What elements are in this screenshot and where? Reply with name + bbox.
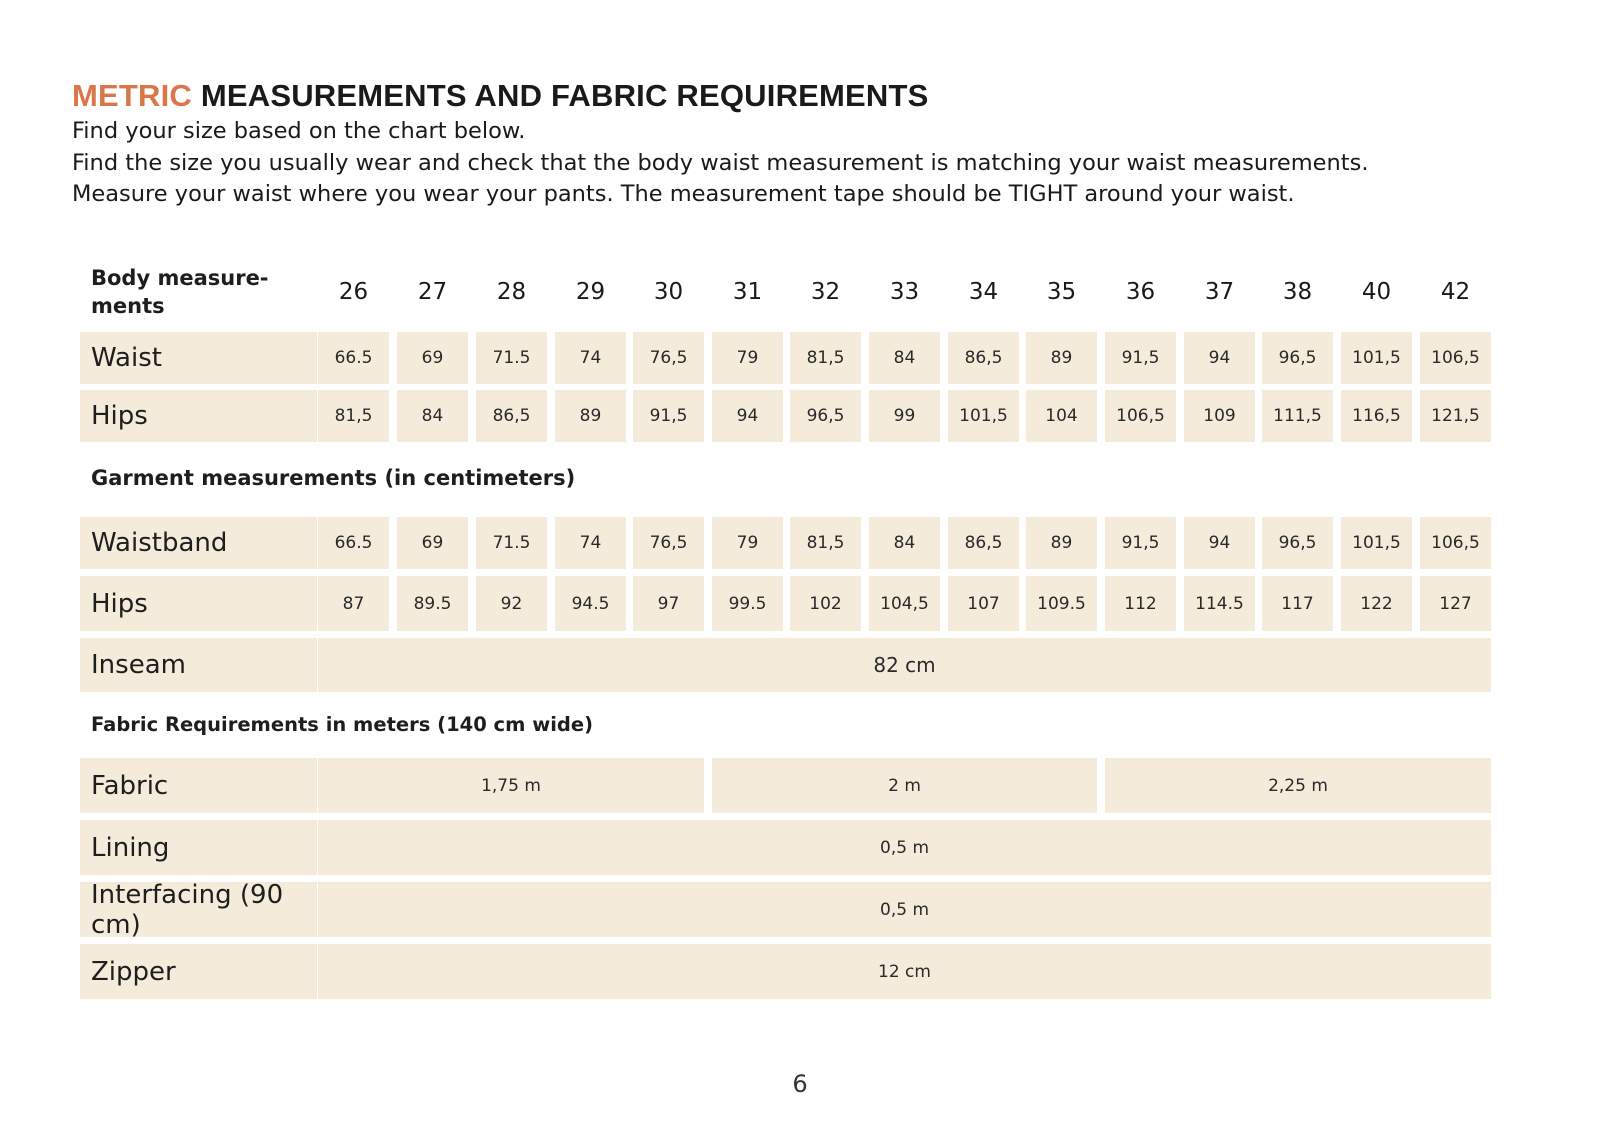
value-cell: 94 xyxy=(1184,332,1255,384)
garment-row-inseam xyxy=(80,638,1491,692)
row-label: Zipper xyxy=(80,944,317,999)
span-cell: 12 cm xyxy=(318,944,1491,999)
value-cell: 94.5 xyxy=(555,576,626,631)
intro-line-2: Find the size you usually wear and check that the body waist measurement is matching your waist measurements. xyxy=(72,149,1369,176)
size-34: 34 xyxy=(968,279,999,305)
size-31: 31 xyxy=(732,279,763,305)
value-cell: 122 xyxy=(1341,576,1412,631)
value-cell: 101,5 xyxy=(1341,332,1412,384)
value-cell: 89.5 xyxy=(397,576,468,631)
span-cell: 0,5 m xyxy=(318,820,1491,875)
group-cell: 2,25 m xyxy=(1105,758,1491,813)
value-cell: 69 xyxy=(397,517,468,569)
value-cell: 71.5 xyxy=(476,517,547,569)
value-cell: 89 xyxy=(1026,517,1097,569)
page-title xyxy=(72,78,929,114)
body-header-line-1: Body measure- xyxy=(91,266,269,290)
row-label: Waist xyxy=(80,332,317,384)
value-cell: 96,5 xyxy=(790,390,861,442)
row-label: Interfacing (90 cm) xyxy=(80,882,317,937)
size-list xyxy=(0,258,1600,326)
value-cell: 89 xyxy=(1026,332,1097,384)
size-27: 27 xyxy=(417,279,448,305)
row-label: Inseam xyxy=(80,638,317,692)
value-cell: 109.5 xyxy=(1026,576,1097,631)
body-row-waist xyxy=(80,332,1491,384)
size-30: 30 xyxy=(653,279,684,305)
value-cell: 116,5 xyxy=(1341,390,1412,442)
size-26: 26 xyxy=(338,279,369,305)
size-36: 36 xyxy=(1125,279,1156,305)
row-label: Hips xyxy=(80,576,317,631)
size-header-row xyxy=(0,258,1600,326)
size-40: 40 xyxy=(1361,279,1392,305)
value-cell: 81,5 xyxy=(318,390,389,442)
intro-line-3: Measure your waist where you wear your pants. The measurement tape should be TIGHT around your waist. xyxy=(72,181,1295,207)
size-38: 38 xyxy=(1282,279,1313,305)
value-cell: 111,5 xyxy=(1262,390,1333,442)
intro-line-1: Find your size based on the chart below. xyxy=(72,118,526,144)
title-accent: METRIC xyxy=(72,78,193,113)
value-cell: 94 xyxy=(712,390,783,442)
value-cell: 97 xyxy=(633,576,704,631)
intro-text xyxy=(72,116,1369,211)
row-label: Lining xyxy=(80,820,317,875)
row-label: Hips xyxy=(80,390,317,442)
value-cell: 86,5 xyxy=(948,517,1019,569)
value-cell: 79 xyxy=(712,332,783,384)
value-cell: 121,5 xyxy=(1420,390,1491,442)
value-cell: 66.5 xyxy=(318,332,389,384)
value-cell: 87 xyxy=(318,576,389,631)
fabric-row-fabric xyxy=(80,758,1491,813)
value-cell: 94 xyxy=(1184,517,1255,569)
group-cell: 2 m xyxy=(712,758,1097,813)
value-cell: 84 xyxy=(397,390,468,442)
value-cell: 69 xyxy=(397,332,468,384)
value-cell: 76,5 xyxy=(633,332,704,384)
value-cell: 101,5 xyxy=(948,390,1019,442)
fabric-row-lining xyxy=(80,820,1491,875)
value-cell: 112 xyxy=(1105,576,1176,631)
value-cell: 109 xyxy=(1184,390,1255,442)
value-cell: 91,5 xyxy=(633,390,704,442)
value-cell: 114.5 xyxy=(1184,576,1255,631)
fabric-row-zipper xyxy=(80,944,1491,999)
size-28: 28 xyxy=(496,279,527,305)
value-cell: 89 xyxy=(555,390,626,442)
value-cell: 86,5 xyxy=(948,332,1019,384)
value-cell: 66.5 xyxy=(318,517,389,569)
value-cell: 96,5 xyxy=(1262,332,1333,384)
body-row-hips xyxy=(80,390,1491,442)
value-cell: 106,5 xyxy=(1105,390,1176,442)
size-37: 37 xyxy=(1204,279,1235,305)
fabric-requirements-header: Fabric Requirements in meters (140 cm wide) xyxy=(91,713,594,736)
fabric-row-interfacing-90-cm xyxy=(80,879,1491,940)
value-cell: 86,5 xyxy=(476,390,547,442)
value-cell: 91,5 xyxy=(1105,332,1176,384)
span-cell: 0,5 m xyxy=(318,882,1491,937)
garment-measurements-header: Garment measurements (in centimeters) xyxy=(91,466,576,490)
value-cell: 81,5 xyxy=(790,517,861,569)
value-cell: 81,5 xyxy=(790,332,861,384)
body-header-line-2: ments xyxy=(91,294,165,318)
value-cell: 107 xyxy=(948,576,1019,631)
value-cell: 79 xyxy=(712,517,783,569)
value-cell: 74 xyxy=(555,517,626,569)
value-cell: 104 xyxy=(1026,390,1097,442)
size-33: 33 xyxy=(889,279,920,305)
size-35: 35 xyxy=(1046,279,1077,305)
value-cell: 96,5 xyxy=(1262,517,1333,569)
row-label: Fabric xyxy=(80,758,317,813)
value-cell: 99.5 xyxy=(712,576,783,631)
group-cell: 1,75 m xyxy=(318,758,704,813)
row-label: Waistband xyxy=(80,517,317,569)
value-cell: 84 xyxy=(869,332,940,384)
span-cell: 82 cm xyxy=(318,638,1491,692)
page-number: 6 xyxy=(792,1070,808,1098)
size-32: 32 xyxy=(810,279,841,305)
value-cell: 91,5 xyxy=(1105,517,1176,569)
value-cell: 106,5 xyxy=(1420,332,1491,384)
value-cell: 101,5 xyxy=(1341,517,1412,569)
value-cell: 117 xyxy=(1262,576,1333,631)
value-cell: 102 xyxy=(790,576,861,631)
garment-row-waistband xyxy=(80,517,1491,569)
value-cell: 106,5 xyxy=(1420,517,1491,569)
value-cell: 74 xyxy=(555,332,626,384)
garment-row-hips xyxy=(80,576,1491,631)
value-cell: 104,5 xyxy=(869,576,940,631)
value-cell: 99 xyxy=(869,390,940,442)
size-29: 29 xyxy=(575,279,606,305)
value-cell: 92 xyxy=(476,576,547,631)
value-cell: 84 xyxy=(869,517,940,569)
value-cell: 71.5 xyxy=(476,332,547,384)
value-cell: 76,5 xyxy=(633,517,704,569)
size-42: 42 xyxy=(1440,279,1471,305)
value-cell: 127 xyxy=(1420,576,1491,631)
title-rest: MEASUREMENTS AND FABRIC REQUIREMENTS xyxy=(192,78,929,113)
